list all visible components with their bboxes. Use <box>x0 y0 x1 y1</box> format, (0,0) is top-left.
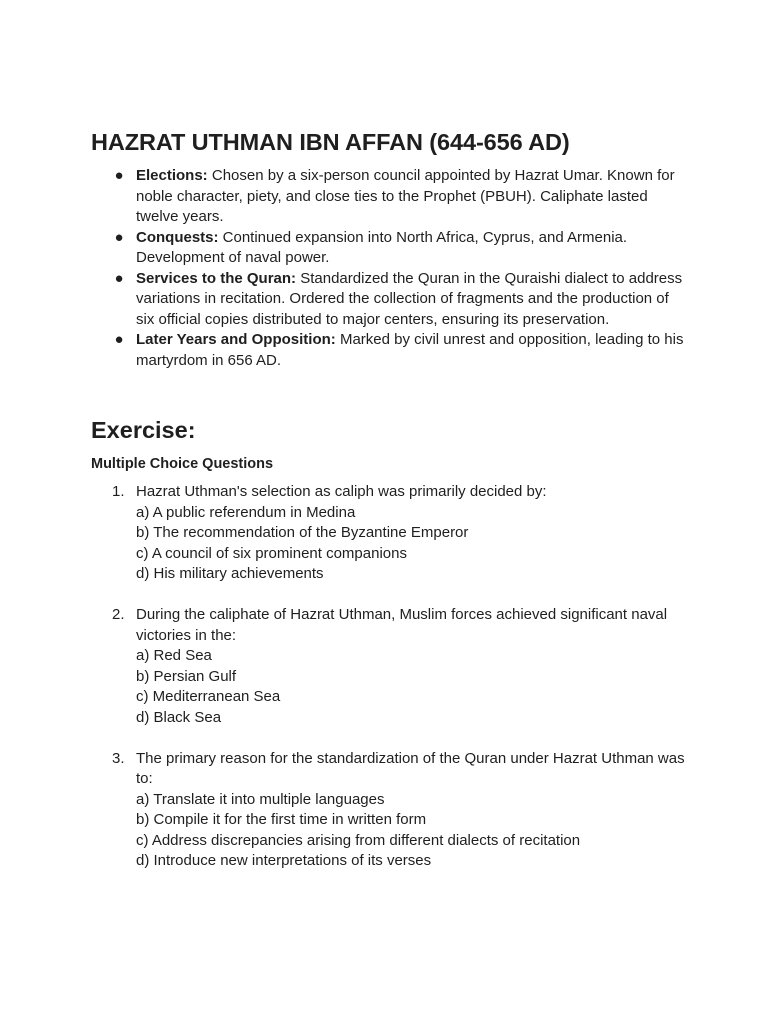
bullet-label: Conquests: <box>136 228 219 246</box>
answer-option-c: c) Mediterranean Sea <box>136 688 281 705</box>
question-number: 2. <box>112 606 125 623</box>
mcq-heading: Multiple Choice Questions <box>91 456 274 472</box>
question-text: The primary reason for the standardization of the Quran under Hazrat Uthman was to: <box>136 749 685 787</box>
question-text: Hazrat Uthman's selection as caliph was primarily decided by: <box>136 483 547 500</box>
answer-option-c: c) A council of six prominent companions <box>136 544 407 562</box>
bullet-dot-icon: ● <box>114 269 124 287</box>
bullet-text: Marked by civil unrest and opposition, leading to his martyrdom in 656 AD. <box>136 331 684 369</box>
answer-option-a: a) Translate it into multiple languages <box>136 790 385 808</box>
bullet-text: Continued expansion into North Africa, Cyprus, and Armenia. Development of naval power. <box>136 228 628 266</box>
bullet-dot-icon: ● <box>114 331 124 348</box>
answer-option-d: d) His military achievements <box>136 565 324 582</box>
document-title: HAZRAT UTHMAN IBN AFFAN (644-656 AD) <box>91 129 570 155</box>
answer-option-a: a) Red Sea <box>136 647 212 664</box>
bullet-item-later-years <box>91 330 691 371</box>
answer-option-b: b) Compile it for the first time in written form <box>136 811 427 828</box>
bullet-label: Services to the Quran: <box>136 269 297 287</box>
summary-bullet-list <box>91 166 691 371</box>
bullet-text: Standardized the Quran in the Quraishi dialect to address variations in recitation. Ordered the collection of fragments and the production of six official copies distributed to major centers, ensuring its preservation. <box>136 269 683 328</box>
bullet-label: Elections: <box>136 167 208 184</box>
answer-option-d: d) Black Sea <box>136 708 222 726</box>
answer-option-b: b) The recommendation of the Byzantine Emperor <box>136 524 469 541</box>
answer-option-a: a) A public referendum in Medina <box>136 503 356 521</box>
answer-option-c: c) Address discrepancies arising from different dialects of recitation <box>136 831 581 849</box>
question-item-3 <box>91 749 691 872</box>
bullet-item-services-to-quran <box>91 269 691 331</box>
question-number: 1. <box>112 483 125 500</box>
question-text: During the caliphate of Hazrat Uthman, Muslim forces achieved significant naval victories in the: <box>136 606 668 644</box>
exercise-heading: Exercise: <box>91 417 196 443</box>
bullet-dot-icon: ● <box>114 167 124 184</box>
question-number: 3. <box>112 749 125 767</box>
bullet-item-conquests <box>91 228 691 269</box>
bullet-item-elections <box>91 166 691 228</box>
answer-option-b: b) Persian Gulf <box>136 667 237 685</box>
bullet-text: Chosen by a six-person council appointed by Hazrat Umar. Known for noble character, piety, and close ties to the Prophet (PBUH). Caliphate lasted twelve years. <box>136 167 675 225</box>
question-item-2 <box>91 605 691 728</box>
question-item-1 <box>91 482 691 585</box>
bullet-dot-icon: ● <box>114 228 124 246</box>
question-list <box>91 482 691 892</box>
bullet-label: Later Years and Opposition: <box>136 331 336 348</box>
answer-option-d: d) Introduce new interpretations of its verses <box>136 852 432 869</box>
